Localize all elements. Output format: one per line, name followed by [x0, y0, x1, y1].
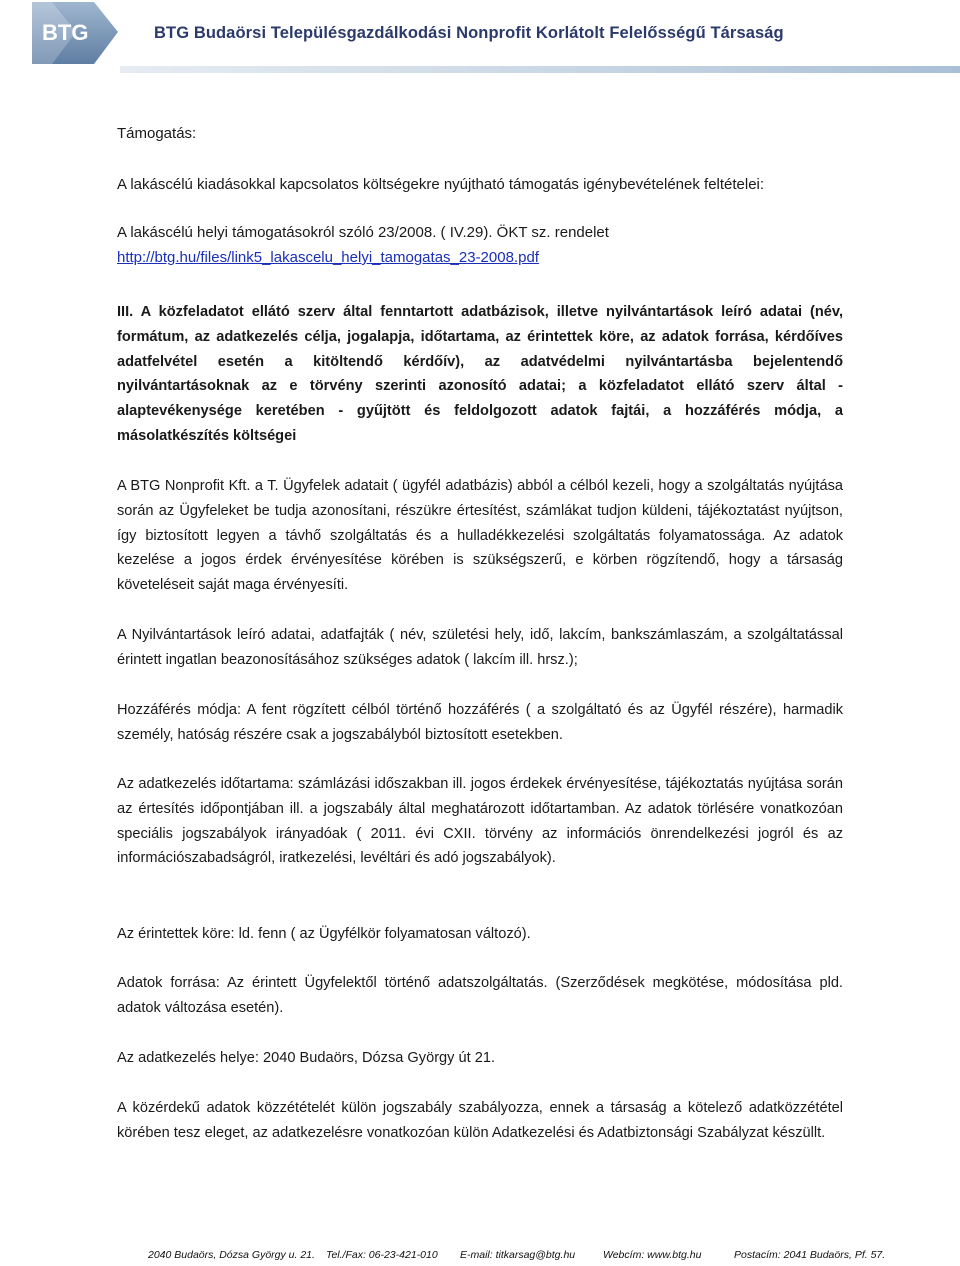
paragraph-source: Adatok forrása: Az érintett Ügyfelektől történő adatszolgáltatás. (Szerződések megkötése, módosítása pld. adatok változása esetén).: [117, 975, 843, 1016]
section-iii-title: III. A közfeladatot ellátó szerv által fenntartott adatbázisok, illetve nyilvántartások leíró adatai (név, formátum, az adatkezelés célja, jogalapja, időtartama, az érintettek köre, az adatok forrása, kérdőíves adatfelvétel esetén a kitöltendő kérdőív), az adatvédelmi nyilvántartásba bejelentendő nyilvántartásoknak az e törvény szerinti azonosító adatai; a közfeladatot ellátó szerv által - alaptevékenysége keretében - gyűjtött és feldolgozott adatok fajtái, a hozzáférés módja, a másolatkészítés költségei: [117, 304, 843, 444]
header-rule: [120, 66, 960, 73]
footer-address: 2040 Budaörs, Dózsa György u. 21.: [148, 1249, 315, 1261]
logo-text: BTG: [42, 20, 89, 45]
btg-logo-graphic: [32, 2, 118, 64]
footer-web[interactable]: Webcím: www.btg.hu: [603, 1249, 702, 1261]
footer-phone: Tel./Fax: 06-23-421-010: [326, 1249, 438, 1261]
footer-postal: Postacím: 2041 Budaörs, Pf. 57.: [734, 1249, 886, 1261]
page-footer: [0, 1248, 960, 1266]
company-name: BTG Budaörsi Településgazdálkodási Nonprofit Korlátolt Felelősségű Társaság: [154, 24, 784, 42]
btg-logo: [32, 2, 118, 64]
support-conditions: A lakáscélú kiadásokkal kapcsolatos költségekre nyújtható támogatás igénybevételének feltételei:: [117, 176, 765, 193]
paragraph-data-types: A Nyilvántartások leíró adatai, adatfajták ( név, születési hely, idő, lakcím, bankszámlaszám, a szolgáltatással érintett ingatlan beazonosításához szükséges adatok ( lakcím ill. hrsz.);: [117, 627, 843, 668]
paragraph-access: Hozzáférés módja: A fent rögzített célból történő hozzáférés ( a szolgáltató és az Ügyfél részére), harmadik személy, hatóság részére csak a jogszabályból biztosított esetekben.: [117, 702, 843, 743]
regulation-pdf-link[interactable]: http://btg.hu/files/link5_lakascelu_helyi_tamogatas_23-2008.pdf: [117, 249, 539, 266]
paragraph-retention: Az adatkezelés időtartama: számlázási időszakban ill. jogos érdekek érvényesítése, tájékoztatás nyújtása során az értesítés időpontjában ill. a jogszabály által meghatározott időtartamban. Az adatok törlésére vonatkozóan speciális jogszabályok irányadóak ( 2011. évi CXII. törvény az információs önrendelkezési jogról és az információszabadságról, iratkezelési, levéltári és adó jogszabályok).: [117, 776, 843, 867]
support-heading: Támogatás:: [117, 125, 197, 142]
paragraph-purpose: A BTG Nonprofit Kft. a T. Ügyfelek adatait ( ügyfél adatbázis) abból a célból kezeli, hogy a szolgáltatás nyújtása során az Ügyfeleket be tudja azonosítani, részükre értesítést, számlákat tudjon küldeni, tájékoztatást nyújtson, így biztosított legyen a távhő szolgáltatás és a hulladékkezelési szolgáltatás folyamatossága. Az adatok kezelése a jogos érdek érvényesítése körében is szükségszerű, e körben rögzítendő, hogy a társaság követeléseit saját maga érvényesíti.: [117, 478, 843, 594]
paragraph-publication: A közérdekű adatok közzétételét külön jogszabály szabályozza, ennek a társaság a kötelező adatközzététel körében tesz eleget, az adatkezelésre vonatkozóan külön Adatkezelési és Adatbiztonsági Szabályzat készüllt.: [117, 1100, 843, 1141]
paragraph-location: Az adatkezelés helye: 2040 Budaörs, Dózsa György út 21.: [117, 1050, 496, 1066]
footer-email[interactable]: E-mail: titkarsag@btg.hu: [460, 1249, 576, 1261]
paragraph-subjects: Az érintettek köre: ld. fenn ( az Ügyfélkör folyamatosan változó).: [117, 926, 531, 942]
regulation-reference: A lakáscélú helyi támogatásokról szóló 23/2008. ( IV.29). ÖKT sz. rendelet: [117, 224, 609, 241]
